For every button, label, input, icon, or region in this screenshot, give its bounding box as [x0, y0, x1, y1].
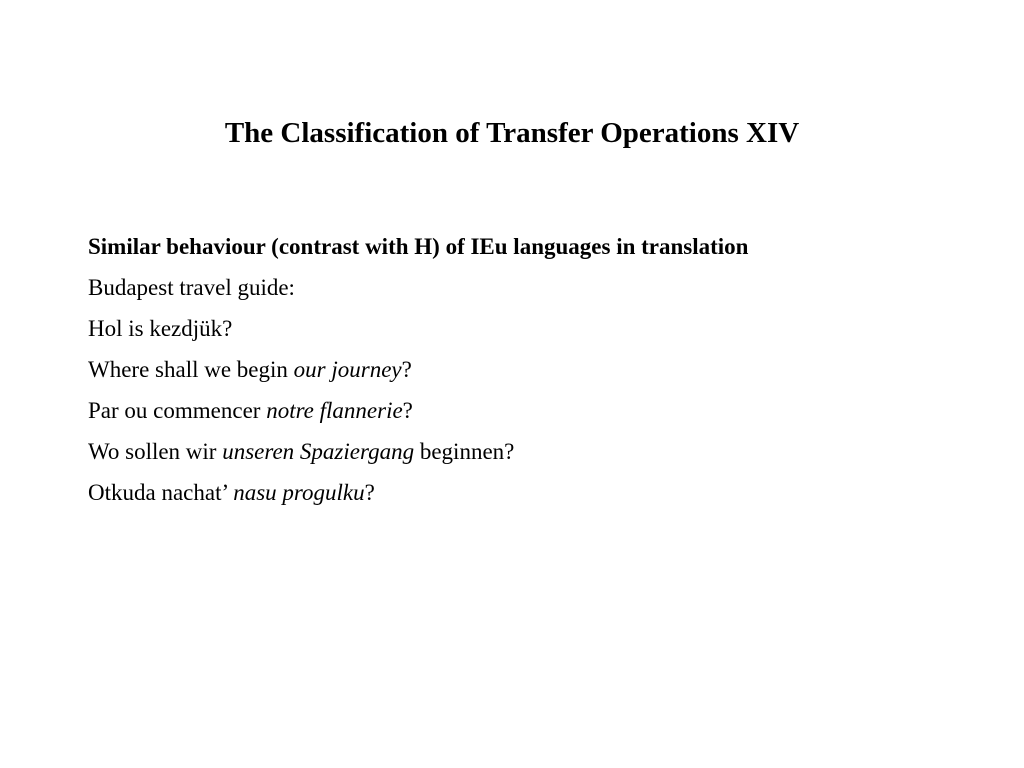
example-line-english: [88, 349, 988, 390]
example-line-hungarian: [88, 308, 988, 349]
slide-body: [88, 226, 988, 513]
example-line-german: [88, 431, 988, 472]
line-text: Hol is kezdjük?: [88, 316, 233, 341]
line-text: Par ou commencer: [88, 398, 267, 423]
line-text-end: ?: [364, 480, 375, 505]
subheading: Similar behaviour (contrast with H) of IEu languages in translation: [88, 234, 749, 259]
line-text: Otkuda nachat’: [88, 480, 234, 505]
example-line-french: [88, 390, 988, 431]
line-text-end: beginnen?: [414, 439, 515, 464]
slide-title: The Classification of Transfer Operations XIV: [224, 117, 800, 149]
intro-line: Budapest travel guide:: [88, 275, 295, 300]
line-text-end: ?: [401, 357, 412, 382]
line-italic-phrase: notre flannerie: [266, 398, 403, 423]
line-text: Where shall we begin: [88, 357, 294, 382]
line-text-end: ?: [402, 398, 413, 423]
line-italic-phrase: nasu progulku: [233, 480, 365, 505]
example-line-russian: [88, 472, 988, 513]
line-italic-phrase: unseren Spaziergang: [222, 439, 415, 464]
line-italic-phrase: our journey: [293, 357, 402, 382]
line-text: Wo sollen wir: [88, 439, 223, 464]
